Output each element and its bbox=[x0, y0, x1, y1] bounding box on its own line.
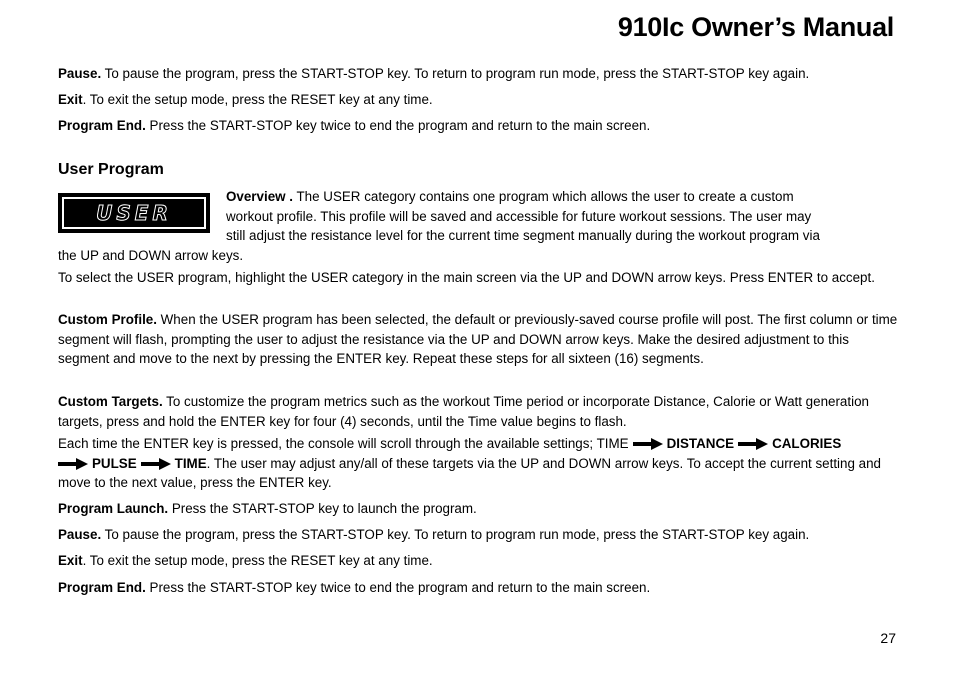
page-title: 910Ic Owner’s Manual bbox=[617, 12, 894, 42]
user-logo-text: USER bbox=[96, 201, 172, 225]
right-arrow-icon bbox=[58, 458, 88, 470]
exit-label: Exit bbox=[58, 92, 83, 107]
custom-profile-paragraph: Custom Profile. When the USER program has been selected, the default or previously-saved course profile will post. The first column or time segment will flash, prompting the user to adjust the resistance via the UP and DOWN arrow keys. Make the desired adjustment to this segment and move to the next by pressing the ENTER key. Repeat these steps for all sixteen (16) segments. bbox=[58, 312, 898, 366]
program-launch-paragraph: Program Launch. Press the START-STOP key to launch the program. bbox=[58, 501, 477, 516]
exit-paragraph-top bbox=[58, 90, 898, 110]
pause-paragraph-top bbox=[58, 64, 898, 84]
overview-label: Overview . bbox=[226, 189, 293, 204]
program-end-paragraph-top bbox=[58, 116, 898, 136]
custom-targets-label: Custom Targets. bbox=[58, 394, 163, 409]
exit-paragraph: Exit. To exit the setup mode, press the RESET key at any time. bbox=[58, 553, 433, 568]
scroll-settings-paragraph: Each time the ENTER key is pressed, the console will scroll through the available settings; TIME DISTANCE CALORIES PULSE TIME. The user may adjust any/all of these targets via the UP and DOWN arrow keys. To accept the current setting and move to the next value, press the ENTER key. bbox=[58, 436, 881, 490]
custom-targets-paragraph: Custom Targets. To customize the program metrics such as the workout Time period or incorporate Distance, Calorie or Watt generation targets, press and hold the ENTER key for four (4) seconds, until the Time value begins to flash. bbox=[58, 394, 869, 429]
exit-text: . To exit the setup mode, press the RESET key at any time. bbox=[82, 92, 433, 107]
program-end-text: Press the START-STOP key twice to end the program and return to the main screen. bbox=[145, 118, 651, 133]
custom-profile-label: Custom Profile. bbox=[58, 312, 157, 327]
pause-paragraph: Pause. To pause the program, press the START-STOP key. To return to program run mode, press the START-STOP key again. bbox=[58, 527, 810, 542]
pause-text: To pause the program, press the START-STOP key. To return to program run mode, press the START-STOP key again. bbox=[101, 66, 810, 81]
program-launch-label: Program Launch. bbox=[58, 501, 169, 516]
overview-paragraph: Overview . The USER category contains one program which allows the user to create a custom workout profile. This profile will be saved and accessible for future workout sessions. The user may still adjust the resistance level for the current time segment manually during the workout program via the UP and DOWN arrow keys. bbox=[58, 189, 820, 263]
exit-label: Exit bbox=[58, 553, 83, 568]
right-arrow-icon bbox=[633, 438, 663, 450]
right-arrow-icon bbox=[141, 458, 171, 470]
page-number: 27 bbox=[880, 630, 896, 646]
right-arrow-icon bbox=[738, 438, 768, 450]
select-paragraph: To select the USER program, highlight the USER category in the main screen via the UP and DOWN arrow keys. Press ENTER to accept. bbox=[58, 270, 875, 285]
program-end-label: Program End. bbox=[58, 580, 146, 595]
program-end-paragraph: Program End. Press the START-STOP key twice to end the program and return to the main screen. bbox=[58, 580, 651, 595]
program-end-label: Program End. bbox=[58, 118, 146, 133]
pause-label: Pause. bbox=[58, 527, 102, 542]
section-heading: User Program bbox=[58, 161, 164, 178]
pause-label: Pause. bbox=[58, 66, 102, 81]
